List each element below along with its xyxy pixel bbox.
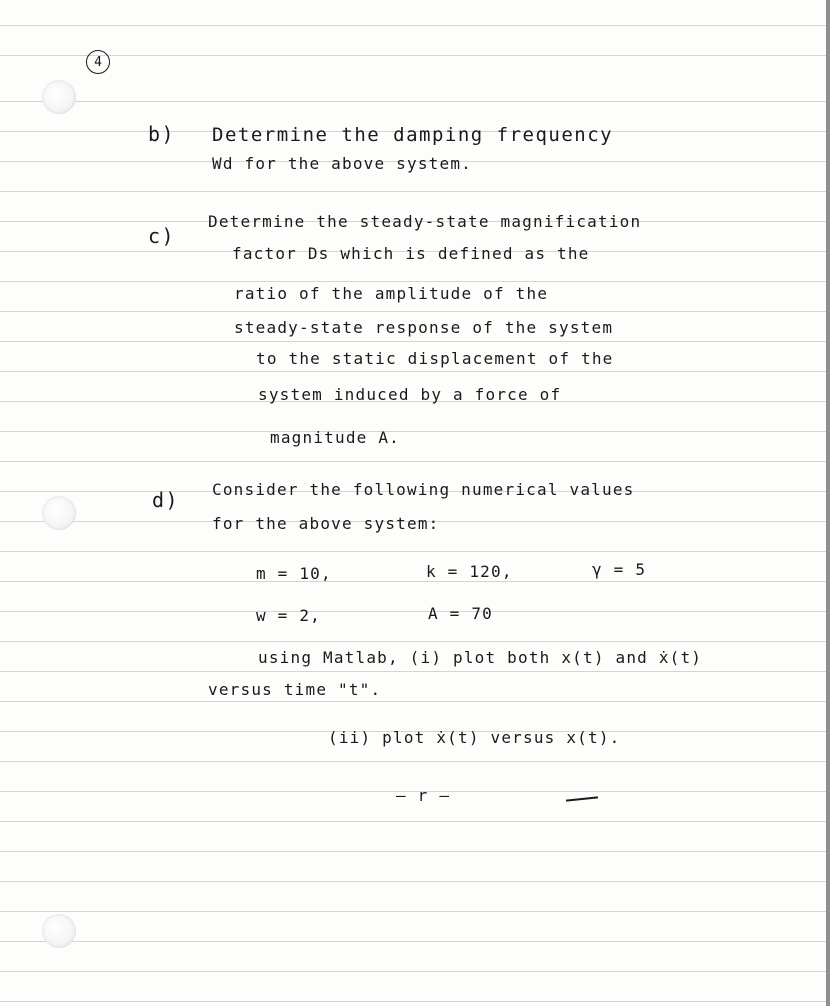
part-c-line-3: ratio of the amplitude of the — [234, 284, 549, 303]
page-edge-shadow — [826, 0, 830, 1006]
part-c-line-4: steady-state response of the system — [234, 318, 614, 337]
part-b-line-1: Determine the damping frequency — [212, 124, 614, 146]
task-ii: (ii) plot ẋ(t) versus x(t). — [328, 728, 621, 747]
end-mark: — r — — [396, 786, 451, 805]
part-c-line-5: to the static displacement of the — [256, 349, 614, 368]
value-A: A = 70 — [428, 604, 493, 623]
binder-hole — [42, 80, 76, 114]
page-number: 4 — [94, 54, 102, 70]
value-k: k = 120, — [426, 562, 513, 581]
task-line-1: using Matlab, (i) plot both x(t) and ẋ(t) — [258, 648, 703, 667]
binder-hole — [42, 496, 76, 530]
part-d-line-2: for the above system: — [212, 514, 440, 533]
part-c-line-2: factor Ds which is defined as the — [232, 244, 590, 263]
page-number-circle — [86, 50, 110, 74]
value-gamma: γ = 5 — [592, 560, 647, 579]
part-c-line-7: magnitude A. — [270, 428, 400, 447]
binder-hole — [42, 914, 76, 948]
part-b-label: b) — [148, 122, 176, 146]
task-line-2: versus time "t". — [208, 680, 382, 699]
value-m: m = 10, — [256, 564, 332, 583]
part-c-label: c) — [148, 224, 176, 248]
part-d-line-1: Consider the following numerical values — [212, 480, 635, 499]
part-c-line-1: Determine the steady-state magnification — [208, 212, 642, 231]
part-d-label: d) — [152, 488, 180, 512]
part-c-line-6: system induced by a force of — [258, 385, 562, 404]
end-dash — [566, 796, 598, 801]
part-b-line-2: Wd for the above system. — [212, 154, 472, 173]
value-w: w = 2, — [256, 606, 321, 625]
